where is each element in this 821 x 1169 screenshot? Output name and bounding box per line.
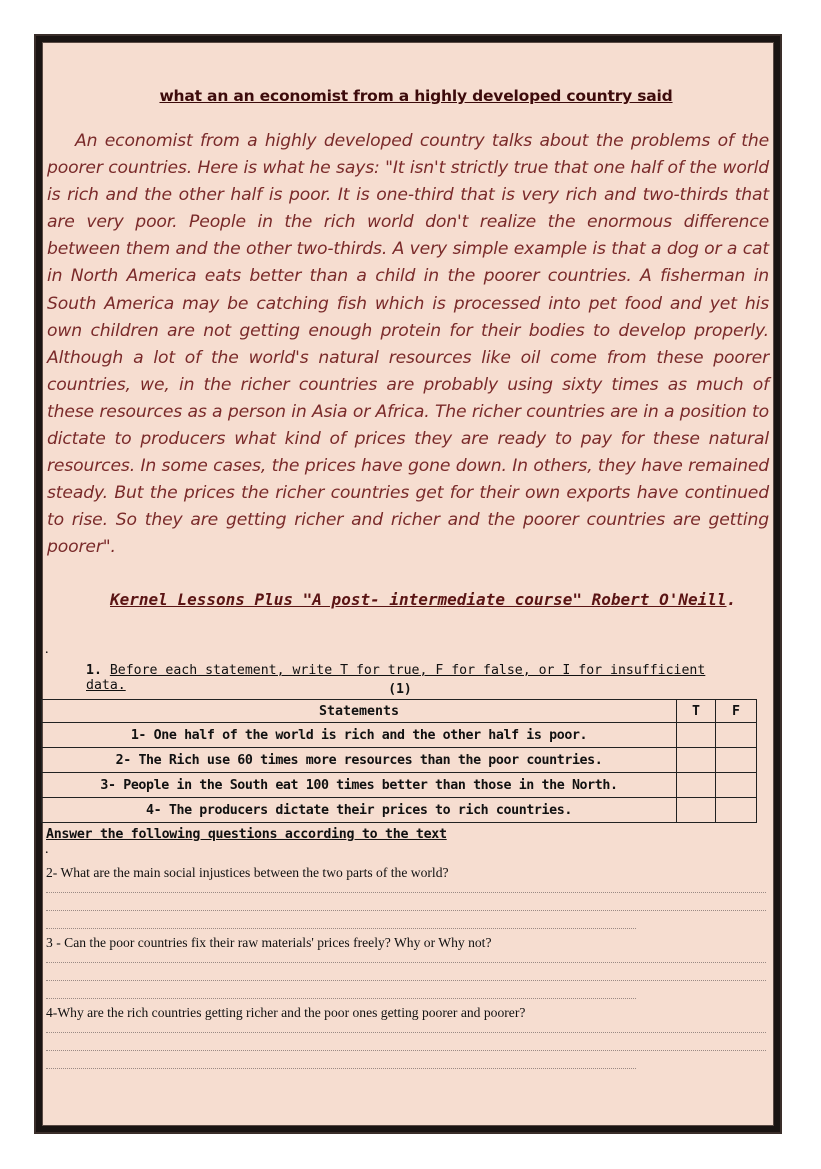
stray-dot: . bbox=[45, 642, 49, 657]
statement-cell: 2- The Rich use 60 times more resources than the poor countries. bbox=[42, 748, 677, 773]
answer-line[interactable] bbox=[46, 928, 636, 929]
reading-passage: An economist from a highly developed country talks about the problems of the poorer countries. Here is what he says: "It isn't strictly true that one half of the world is rich and the other half is poor. It is one-third that is very rich and two-thirds that are very poor. People in the rich world don't realize the enormous difference between them and the other two-thirds. A very simple example is that a dog or a cat in North America eats better than a child in the poorer countries. A fisherman in South America may be catching fish which is processed into pet food and yet his own children are not getting enough protein for their bodies to develop properly. Although a lot of the world's natural resources like oil come from these poorer countries, we, in the richer countries are probably using sixty times as much of these resources as a person in Asia or Africa. The richer countries are in a position to dictate to producers what kind of prices they are ready to pay for these natural resources. In some cases, the prices have gone down. In others, they have remained steady. But the prices the richer countries get for their own exports have continued to rise. So they are getting richer and richer and the poorer countries are getting poorer". bbox=[47, 131, 769, 558]
table-row bbox=[42, 773, 757, 798]
answer-line[interactable] bbox=[46, 962, 766, 963]
false-answer-cell[interactable] bbox=[716, 723, 757, 748]
question-4: 4-Why are the rich countries getting richer and the poor ones getting poorer and poorer? bbox=[46, 1005, 526, 1020]
statement-cell: 1- One half of the world is rich and the other half is poor. bbox=[42, 723, 677, 748]
table-row bbox=[42, 723, 757, 748]
worksheet-title: what an an economist from a highly developed country said bbox=[159, 87, 673, 105]
table-header-row bbox=[42, 700, 757, 723]
answer-line[interactable] bbox=[46, 1032, 766, 1033]
stray-dot: . bbox=[45, 842, 49, 857]
question-3: 3 - Can the poor countries fix their raw materials' prices freely? Why or Why not? bbox=[46, 935, 492, 950]
answer-line[interactable] bbox=[46, 998, 636, 999]
answer-line[interactable] bbox=[46, 980, 766, 981]
exercise1-number: 1. bbox=[86, 663, 102, 678]
true-answer-cell[interactable] bbox=[677, 798, 716, 823]
table-row bbox=[42, 798, 757, 823]
statement-cell: 3- People in the South eat 100 times better than those in the North. bbox=[42, 773, 677, 798]
statements-header: Statements bbox=[42, 700, 677, 723]
true-answer-cell[interactable] bbox=[677, 773, 716, 798]
answer-line[interactable] bbox=[46, 910, 766, 911]
false-answer-cell[interactable] bbox=[716, 798, 757, 823]
source-citation bbox=[110, 590, 770, 609]
exercise1-subtitle: (1) bbox=[388, 682, 412, 697]
false-header: F bbox=[716, 700, 757, 723]
statement-cell: 4- The producers dictate their prices to rich countries. bbox=[42, 798, 677, 823]
true-false-table bbox=[41, 699, 757, 823]
answer-line[interactable] bbox=[46, 1050, 766, 1051]
exercise1-instruction-text: Before each statement, write T for true, F for false, or I for insufficient data. bbox=[86, 663, 706, 693]
true-answer-cell[interactable] bbox=[677, 723, 716, 748]
answer-line[interactable] bbox=[46, 892, 766, 893]
true-answer-cell[interactable] bbox=[677, 748, 716, 773]
false-answer-cell[interactable] bbox=[716, 748, 757, 773]
source-citation-end: . bbox=[726, 590, 737, 609]
true-header: T bbox=[677, 700, 716, 723]
source-citation-text: Kernel Lessons Plus "A post- intermediate course" Robert O'Neill bbox=[110, 590, 727, 609]
answer-line[interactable] bbox=[46, 1068, 636, 1069]
false-answer-cell[interactable] bbox=[716, 773, 757, 798]
question-2: 2- What are the main social injustices between the two parts of the world? bbox=[46, 865, 449, 880]
table-row bbox=[42, 748, 757, 773]
exercise2-heading: Answer the following questions according to the text bbox=[46, 827, 447, 842]
